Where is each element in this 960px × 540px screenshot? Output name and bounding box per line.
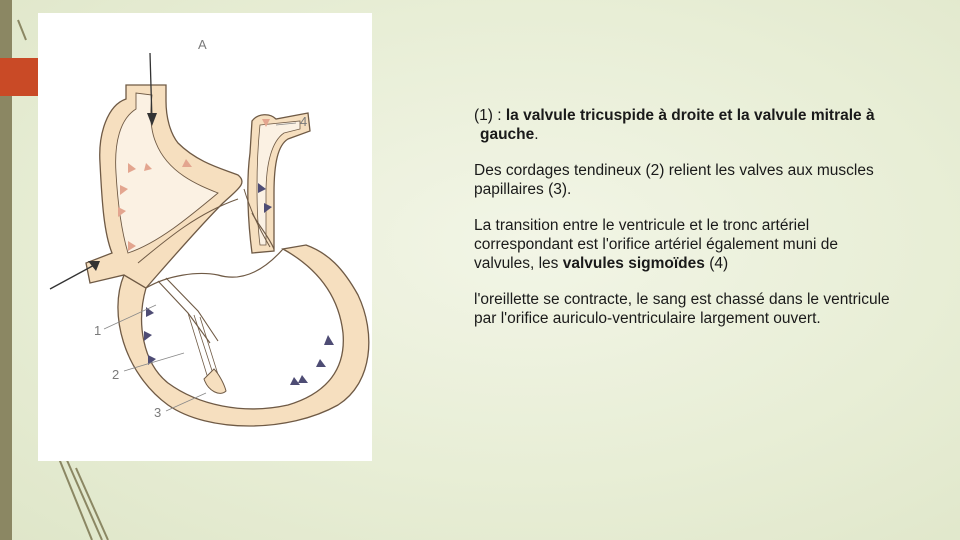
p3-suffix: (4) — [704, 255, 729, 272]
paragraph-contraction: l'oreillette se contracte, le sang est chassé dans le ventricule par l'orifice auriculo-ventriculaire largement ouvert. — [474, 291, 890, 327]
paragraph-valves — [474, 106, 894, 144]
paragraph-chordae: Des cordages tendineux (2) relient les valves aux muscles papillaires (3). — [474, 162, 874, 198]
label-4: 4 — [300, 114, 308, 129]
paragraph-sigmoid — [474, 216, 894, 273]
p1-suffix: . — [534, 126, 539, 143]
label-1: 1 — [94, 323, 102, 338]
label-3: 3 — [154, 405, 162, 420]
p1-bold: la valvule tricuspide à droite et la valvule mitrale à gauche — [480, 107, 875, 143]
p1-prefix: (1) : — [474, 107, 506, 124]
label-2: 2 — [112, 367, 120, 382]
explanation-text — [474, 106, 894, 345]
av-valve-leaflet — [158, 281, 210, 343]
heart-diagram-svg — [38, 13, 372, 461]
accent-tab — [0, 58, 40, 96]
label-a: A — [198, 37, 207, 52]
papillary-muscle — [204, 369, 226, 393]
p3-prefix: La transition entre le ventricule et le tronc artériel correspondant est l'orifice artériel également muni de valvules, les — [474, 217, 838, 272]
p3-bold: valvules sigmoïdes — [562, 255, 705, 272]
heart-diagram — [38, 13, 372, 461]
